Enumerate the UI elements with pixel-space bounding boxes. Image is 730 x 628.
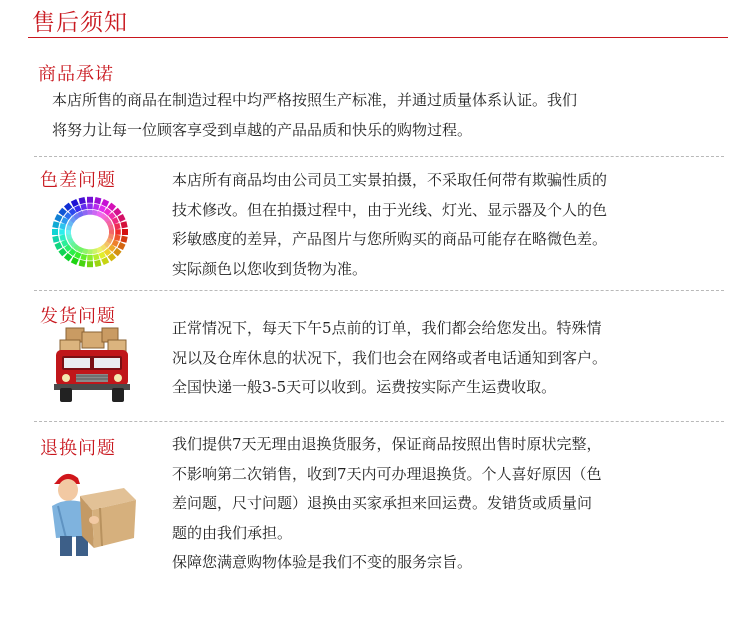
section-divider [34, 290, 724, 291]
color-swatch [71, 199, 79, 207]
shipping-line: 况以及仓库休息的状况下，我们也会在网络或者电话通知到客户。 [172, 348, 608, 367]
returns-line: 差问题，尺寸问题）退换由买家承担来回运费。发错货或质量问 [172, 494, 593, 512]
color-swatch [52, 221, 59, 228]
color-line: 本店所有商品均由公司员工实景拍摄，不采取任何带有欺骗性质的 [172, 171, 608, 189]
color-swatch [88, 210, 93, 215]
promise-line: 将努力让每一位顾客享受到卓越的产品品质和快乐的购物过程。 [52, 120, 473, 139]
color-text [172, 166, 607, 284]
color-swatch [93, 254, 100, 261]
color-swatch [118, 242, 126, 250]
color-line: 彩敏感度的差异，产品图片与您所购买的商品可能存在略微色差。 [172, 230, 608, 248]
shipping-heading: 发货问题 [40, 306, 116, 327]
shipping-line: 全国快递一般3-5天可以收到。运费按实际产生运费收取。 [172, 378, 557, 396]
color-swatch [71, 257, 79, 265]
page-title: 售后须知 [32, 10, 128, 36]
color-heading: 色差问题 [40, 170, 116, 191]
color-swatch [122, 229, 128, 235]
color-swatch [59, 229, 65, 235]
returns-text [172, 430, 602, 578]
promise-line: 本店所售的商品在制造过程中均严格按照生产标准，并通过质量体系认证。我们 [52, 91, 578, 109]
color-swatch [79, 197, 86, 204]
color-swatch [54, 242, 62, 250]
section-divider [34, 421, 724, 422]
returns-line: 题的由我们承担。 [172, 523, 293, 542]
color-swatch [121, 221, 128, 228]
color-swatch [93, 204, 100, 211]
returns-line: 不影响第二次销售，收到7天内可办理退换货。个人喜好原因（色 [172, 464, 602, 483]
promise-text [52, 86, 577, 145]
color-swatch [80, 204, 87, 211]
color-swatch [52, 229, 58, 235]
color-swatch [80, 254, 87, 261]
color-swatch [54, 214, 62, 222]
section-divider [34, 156, 724, 157]
color-swatch [87, 197, 93, 203]
returns-line: 保障您满意购物体验是我们不变的服务宗旨。 [172, 553, 473, 571]
shipping-line: 正常情况下，每天下午5点前的订单，我们都会给您发出。特殊情 [172, 319, 602, 337]
color-swatch [118, 214, 126, 222]
delivery-person-icon [44, 466, 138, 558]
color-swatch [79, 260, 86, 267]
color-swatch [101, 199, 109, 207]
delivery-truck-icon [46, 326, 138, 406]
shipping-text [172, 314, 607, 403]
color-swatch [88, 249, 93, 254]
color-swatch [115, 229, 121, 235]
color-swatch [94, 197, 101, 204]
color-swatch [87, 255, 93, 261]
color-swatch [94, 260, 101, 267]
returns-line: 我们提供7天无理由退换货服务，保证商品按照出售时原状完整， [172, 435, 602, 453]
color-swatch [87, 203, 93, 209]
title-divider [28, 37, 728, 38]
returns-heading: 退换问题 [40, 438, 116, 459]
color-swatch [52, 236, 59, 243]
color-swatch [87, 261, 93, 267]
color-line: 实际颜色以您收到货物为准。 [172, 259, 368, 278]
color-swatch [101, 257, 109, 265]
color-line: 技术修改。但在拍摄过程中，由于光线、灯光、显示器及个人的色 [172, 200, 608, 219]
color-wheel-icon [44, 190, 136, 274]
color-swatch [121, 236, 128, 243]
promise-heading: 商品承诺 [38, 64, 114, 85]
